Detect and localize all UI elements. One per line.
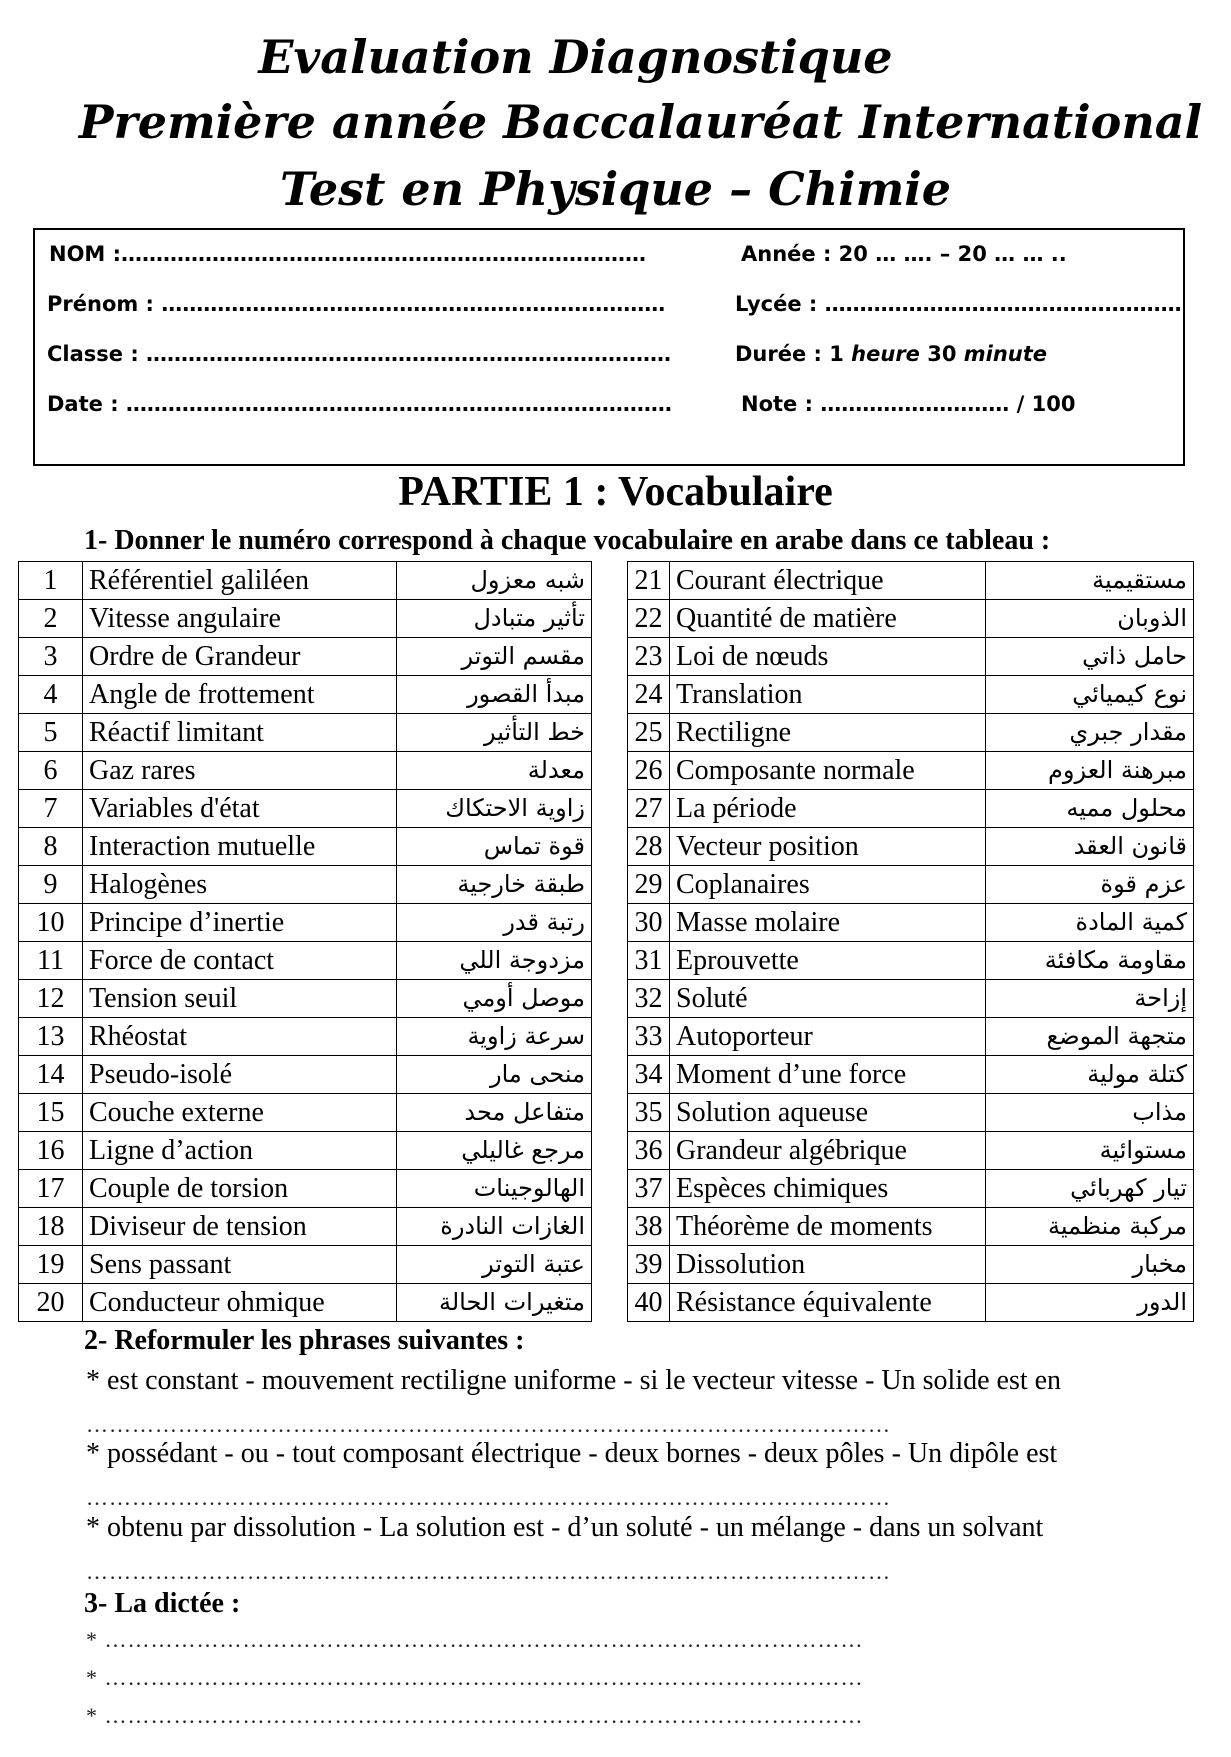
vocab-arabic-term: خط التأثير: [397, 714, 592, 752]
vocab-row-left: [19, 1056, 592, 1094]
vocab-row-right: [628, 1056, 1194, 1094]
vocab-arabic-term: طبقة خارجية: [397, 866, 592, 904]
vocab-french-term: Masse molaire: [670, 904, 986, 942]
vocab-french-term: Soluté: [670, 980, 986, 1018]
vocab-row-left: [19, 1246, 592, 1284]
vocab-number: 33: [628, 1018, 670, 1056]
vocab-number: 23: [628, 638, 670, 676]
vocab-number: 8: [19, 828, 83, 866]
answer-line-3[interactable]: ……………………………………………………………………………………………: [86, 1559, 891, 1584]
vocab-arabic-term: مقدار جبري: [986, 714, 1194, 752]
vocab-french-term: Diviseur de tension: [83, 1208, 397, 1246]
vocab-row-left: [19, 866, 592, 904]
vocab-arabic-term: نوع كيميائي: [986, 676, 1194, 714]
vocab-row-right: [628, 1246, 1194, 1284]
vocab-number: 1: [19, 562, 83, 600]
vocab-french-term: Force de contact: [83, 942, 397, 980]
vocab-arabic-term: الغازات النادرة: [397, 1208, 592, 1246]
vocab-arabic-term: الهالوجينات: [397, 1170, 592, 1208]
vocab-row-right: [628, 790, 1194, 828]
question-1: 1- Donner le numéro correspond à chaque vocabulaire en arabe dans ce tableau :: [84, 525, 1051, 556]
vocab-row-right: [628, 676, 1194, 714]
vocab-row-left: [19, 1018, 592, 1056]
vocab-row-left: [19, 1094, 592, 1132]
vocab-row-left: [19, 790, 592, 828]
vocab-number: 19: [19, 1246, 83, 1284]
vocab-number: 25: [628, 714, 670, 752]
note-field[interactable]: Note : ……………………… / 100: [741, 392, 1076, 416]
vocab-row-right: [628, 1094, 1194, 1132]
vocab-number: 30: [628, 904, 670, 942]
vocab-arabic-term: منحى مار: [397, 1056, 592, 1094]
vocab-arabic-term: متجهة الموضع: [986, 1018, 1194, 1056]
vocab-row-right: [628, 1170, 1194, 1208]
sentence-3: * obtenu par dissolution - La solution est - d’un soluté - un mélange - dans un solvant: [86, 1512, 1044, 1543]
vocab-number: 20: [19, 1284, 83, 1322]
vocab-french-term: Espèces chimiques: [670, 1170, 986, 1208]
vocab-number: 40: [628, 1284, 670, 1322]
vocab-number: 34: [628, 1056, 670, 1094]
student-info-box: [33, 228, 1185, 466]
dictee-line-2[interactable]: * ………………………………………………………………………………………: [86, 1665, 864, 1690]
vocab-row-left: [19, 1208, 592, 1246]
vocab-row-left: [19, 1132, 592, 1170]
vocab-number: 35: [628, 1094, 670, 1132]
vocab-number: 32: [628, 980, 670, 1018]
vocab-arabic-term: كمية المادة: [986, 904, 1194, 942]
vocab-table-left: [18, 561, 592, 1322]
vocab-french-term: Dissolution: [670, 1246, 986, 1284]
vocab-row-right: [628, 866, 1194, 904]
title-line-1: Evaluation Diagnostique: [258, 30, 893, 84]
vocab-french-term: La période: [670, 790, 986, 828]
vocab-number: 18: [19, 1208, 83, 1246]
vocab-row-right: [628, 1208, 1194, 1246]
vocab-arabic-term: إزاحة: [986, 980, 1194, 1018]
vocab-row-right: [628, 904, 1194, 942]
vocab-row-left: [19, 562, 592, 600]
vocab-number: 4: [19, 676, 83, 714]
vocab-french-term: Couple de torsion: [83, 1170, 397, 1208]
vocab-arabic-term: رتبة قدر: [397, 904, 592, 942]
vocab-french-term: Autoporteur: [670, 1018, 986, 1056]
vocab-row-right: [628, 942, 1194, 980]
vocab-arabic-term: مخبار: [986, 1246, 1194, 1284]
duree-label: Durée : 1: [735, 342, 852, 366]
vocab-row-right: [628, 752, 1194, 790]
vocab-arabic-term: مقسم التوتر: [397, 638, 592, 676]
duree-minute: minute: [963, 342, 1048, 366]
dictee-line-1[interactable]: * ………………………………………………………………………………………: [86, 1627, 864, 1652]
vocab-arabic-term: الدور: [986, 1284, 1194, 1322]
vocab-row-left: [19, 828, 592, 866]
vocab-row-right: [628, 1132, 1194, 1170]
vocab-arabic-term: معدلة: [397, 752, 592, 790]
vocab-french-term: Interaction mutuelle: [83, 828, 397, 866]
vocab-number: 38: [628, 1208, 670, 1246]
answer-line-1[interactable]: ……………………………………………………………………………………………: [86, 1412, 891, 1437]
vocab-row-left: [19, 1170, 592, 1208]
vocab-arabic-term: مبرهنة العزوم: [986, 752, 1194, 790]
vocab-arabic-term: مرجع غاليلي: [397, 1132, 592, 1170]
vocab-number: 10: [19, 904, 83, 942]
vocab-french-term: Réactif limitant: [83, 714, 397, 752]
vocab-number: 16: [19, 1132, 83, 1170]
annee-field[interactable]: Année : 20 … …. – 20 … … ..: [741, 242, 1067, 266]
vocab-number: 29: [628, 866, 670, 904]
vocab-number: 15: [19, 1094, 83, 1132]
vocab-arabic-term: تيار كهربائي: [986, 1170, 1194, 1208]
vocab-row-right: [628, 1284, 1194, 1322]
vocab-french-term: Halogènes: [83, 866, 397, 904]
title-line-2: Première année Baccalauréat International: [78, 95, 1203, 149]
answer-line-2[interactable]: ……………………………………………………………………………………………: [86, 1485, 891, 1510]
vocab-row-left: [19, 904, 592, 942]
vocab-number: 7: [19, 790, 83, 828]
vocab-number: 14: [19, 1056, 83, 1094]
vocab-number: 22: [628, 600, 670, 638]
vocab-number: 37: [628, 1170, 670, 1208]
vocab-french-term: Principe d’inertie: [83, 904, 397, 942]
vocab-french-term: Référentiel galiléen: [83, 562, 397, 600]
vocab-number: 28: [628, 828, 670, 866]
vocab-number: 11: [19, 942, 83, 980]
vocab-arabic-term: مستوائية: [986, 1132, 1194, 1170]
partie-1-title: PARTIE 1 : Vocabulaire: [398, 469, 833, 515]
vocab-french-term: Tension seuil: [83, 980, 397, 1018]
vocab-table-right: [627, 561, 1194, 1322]
vocab-arabic-term: موصل أومي: [397, 980, 592, 1018]
vocab-french-term: Translation: [670, 676, 986, 714]
vocab-arabic-term: سرعة زاوية: [397, 1018, 592, 1056]
vocab-french-term: Résistance équivalente: [670, 1284, 986, 1322]
vocab-arabic-term: مركبة منظمية: [986, 1208, 1194, 1246]
vocab-french-term: Vitesse angulaire: [83, 600, 397, 638]
vocab-french-term: Vecteur position: [670, 828, 986, 866]
vocab-row-right: [628, 1018, 1194, 1056]
vocab-arabic-term: حامل ذاتي: [986, 638, 1194, 676]
vocab-french-term: Rectiligne: [670, 714, 986, 752]
vocab-row-left: [19, 942, 592, 980]
duree-30: 30: [919, 342, 964, 366]
title-line-3: Test en Physique – Chimie: [279, 162, 952, 216]
vocab-french-term: Ordre de Grandeur: [83, 638, 397, 676]
vocab-arabic-term: مبدأ القصور: [397, 676, 592, 714]
vocab-french-term: Conducteur ohmique: [83, 1284, 397, 1322]
vocab-number: 31: [628, 942, 670, 980]
vocab-arabic-term: مذاب: [986, 1094, 1194, 1132]
vocab-number: 12: [19, 980, 83, 1018]
vocab-number: 3: [19, 638, 83, 676]
vocab-row-right: [628, 980, 1194, 1018]
vocab-french-term: Courant électrique: [670, 562, 986, 600]
vocab-french-term: Grandeur algébrique: [670, 1132, 986, 1170]
vocab-french-term: Coplanaires: [670, 866, 986, 904]
vocab-french-term: Théorème de moments: [670, 1208, 986, 1246]
vocab-french-term: Eprouvette: [670, 942, 986, 980]
vocab-row-right: [628, 638, 1194, 676]
vocab-number: 36: [628, 1132, 670, 1170]
prenom-field[interactable]: Prénom : ………………………………………………………………: [47, 292, 666, 316]
question-2: 2- Reformuler les phrases suivantes :: [84, 1325, 525, 1356]
vocab-number: 13: [19, 1018, 83, 1056]
vocab-french-term: Composante normale: [670, 752, 986, 790]
dictee-line-3[interactable]: * ………………………………………………………………………………………: [86, 1703, 864, 1728]
vocab-row-right: [628, 562, 1194, 600]
vocab-arabic-term: مستقيمية: [986, 562, 1194, 600]
vocab-number: 21: [628, 562, 670, 600]
vocab-arabic-term: عتبة التوتر: [397, 1246, 592, 1284]
vocab-number: 17: [19, 1170, 83, 1208]
vocab-arabic-term: متفاعل محد: [397, 1094, 592, 1132]
vocab-arabic-term: متغيرات الحالة: [397, 1284, 592, 1322]
vocab-french-term: Sens passant: [83, 1246, 397, 1284]
lycee-field[interactable]: Lycée : ……………………………………………: [735, 292, 1182, 316]
vocab-row-left: [19, 1284, 592, 1322]
vocab-arabic-term: عزم قوة: [986, 866, 1194, 904]
vocab-number: 5: [19, 714, 83, 752]
vocab-arabic-term: قانون العقد: [986, 828, 1194, 866]
vocab-arabic-term: مقاومة مكافئة: [986, 942, 1194, 980]
vocab-number: 26: [628, 752, 670, 790]
vocab-arabic-term: قوة تماس: [397, 828, 592, 866]
vocab-number: 27: [628, 790, 670, 828]
sentence-1: * est constant - mouvement rectiligne uniforme - si le vecteur vitesse - Un solide est en: [86, 1365, 1062, 1396]
vocab-french-term: Gaz rares: [83, 752, 397, 790]
vocab-french-term: Solution aqueuse: [670, 1094, 986, 1132]
vocab-number: 24: [628, 676, 670, 714]
vocab-number: 9: [19, 866, 83, 904]
vocab-row-left: [19, 980, 592, 1018]
vocab-number: 39: [628, 1246, 670, 1284]
vocab-row-right: [628, 714, 1194, 752]
vocab-french-term: Angle de frottement: [83, 676, 397, 714]
vocab-french-term: Quantité de matière: [670, 600, 986, 638]
date-field[interactable]: Date : ……………………………………………………………………: [47, 392, 672, 416]
vocab-arabic-term: محلول مميه: [986, 790, 1194, 828]
duree-text: [735, 342, 1047, 366]
vocab-number: 2: [19, 600, 83, 638]
vocab-row-right: [628, 828, 1194, 866]
vocab-arabic-term: مزدوجة اللي: [397, 942, 592, 980]
vocab-arabic-term: شبه معزول: [397, 562, 592, 600]
vocab-french-term: Pseudo-isolé: [83, 1056, 397, 1094]
vocab-number: 6: [19, 752, 83, 790]
vocab-arabic-term: الذوبان: [986, 600, 1194, 638]
vocab-row-left: [19, 600, 592, 638]
vocab-french-term: Couche externe: [83, 1094, 397, 1132]
vocab-french-term: Rhéostat: [83, 1018, 397, 1056]
vocab-french-term: Ligne d’action: [83, 1132, 397, 1170]
vocab-row-left: [19, 714, 592, 752]
question-3: 3- La dictée :: [84, 1588, 241, 1619]
vocab-row-left: [19, 752, 592, 790]
vocab-french-term: Moment d’une force: [670, 1056, 986, 1094]
vocab-french-term: Variables d'état: [83, 790, 397, 828]
vocab-row-right: [628, 600, 1194, 638]
classe-field[interactable]: Classe : …………………………………………………………………: [47, 342, 672, 366]
vocab-french-term: Loi de nœuds: [670, 638, 986, 676]
sentence-2: * possédant - ou - tout composant électrique - deux bornes - deux pôles - Un dipôle est: [86, 1438, 1058, 1469]
nom-field[interactable]: NOM :…………………………………………………………………: [49, 242, 647, 266]
vocab-arabic-term: كتلة مولية: [986, 1056, 1194, 1094]
vocab-row-left: [19, 638, 592, 676]
vocab-arabic-term: زاوية الاحتكاك: [397, 790, 592, 828]
vocab-row-left: [19, 676, 592, 714]
vocab-arabic-term: تأثير متبادل: [397, 600, 592, 638]
duree-heure: heure: [851, 342, 920, 366]
